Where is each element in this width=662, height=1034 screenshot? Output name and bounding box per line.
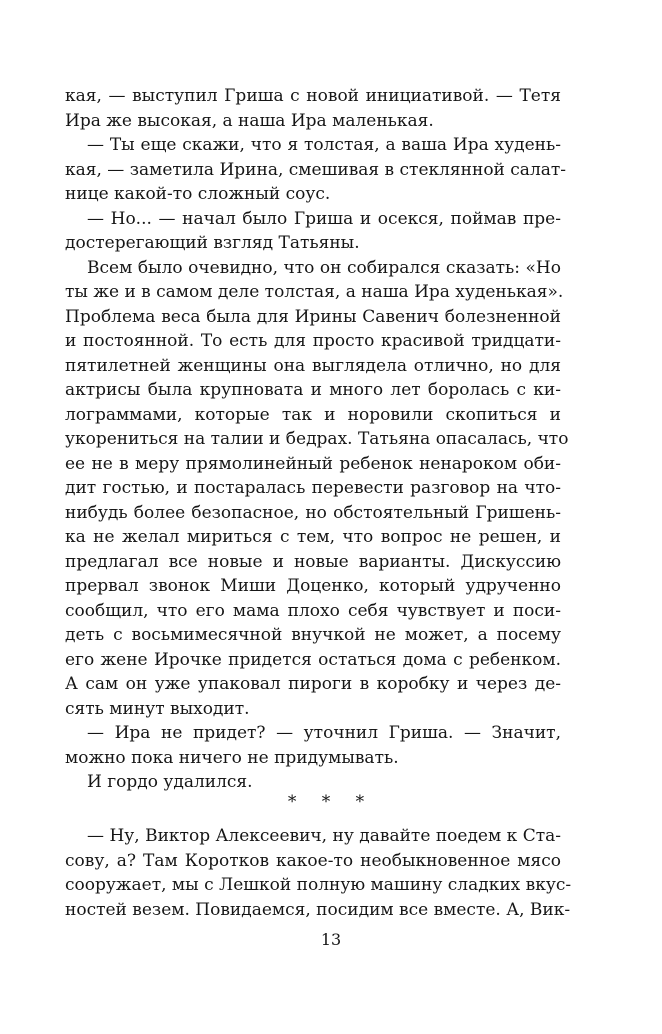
text-line: сооружает, мы с Лешкой полную машину сладких вкус- <box>65 875 572 895</box>
text-line: ее не в меру прямолинейный ребенок ненароком оби- <box>65 453 561 474</box>
text-line: предлагал все новые и новые варианты. Дискуссию <box>65 551 561 572</box>
text-line: — Но... — начал было Гриша и осекся, поймав пре- <box>87 208 561 229</box>
text-line: дит гостью, и постаралась перевести разговор на что- <box>65 478 561 498</box>
text-line: Проблема веса была для Ирины Савенич болезненной <box>65 306 561 327</box>
text-line: — Ира не придет? — уточнил Гриша. — Значит, <box>87 723 561 743</box>
text-line: актрисы была крупновата и много лет боролась с ки- <box>65 380 561 400</box>
body-text-continued <box>65 824 572 922</box>
text-line: достерегающий взгляд Татьяны. <box>65 233 360 253</box>
page-number: 13 <box>320 930 342 949</box>
text-line: нице какой-то сложный соус. <box>65 184 331 204</box>
text-line: деть с восьмимесячной внучкой не может, а посему <box>65 625 561 645</box>
text-line: ностей везем. Повидаемся, посидим все вместе. А, Вик- <box>65 899 571 920</box>
text-line: сову, а? Там Коротков какое-то необыкновенное мясо <box>65 850 561 871</box>
text-line: можно пока ничего не придумывать. <box>65 747 399 768</box>
text-line: Ира же высокая, а наша Ира маленькая. <box>65 110 434 131</box>
text-line: А сам он уже упаковал пироги в коробку и через де- <box>65 674 561 694</box>
text-line: пятилетней женщины она выглядела отлично, но для <box>65 355 561 376</box>
text-line: укорениться на талии и бедрах. Татьяна опасалась, что <box>65 429 569 449</box>
text-line: его жене Ирочке придется остаться дома с ребенком. <box>65 649 561 670</box>
text-line: кая, — заметила Ирина, смешивая в стеклянной салат- <box>65 159 567 180</box>
text-line: лограммами, которые так и норовили скопиться и <box>65 404 561 425</box>
body-text <box>65 84 569 795</box>
text-line: Всем было очевидно, что он собирался сказать: «Но <box>87 257 561 278</box>
text-line: и постоянной. То есть для просто красивой тридцати- <box>65 331 561 351</box>
text-line: прервал звонок Миши Доценко, который удрученно <box>65 576 561 596</box>
text-line: — Ты еще скажи, что я толстая, а ваша Ира худень- <box>87 135 561 155</box>
text-line: сять минут выходит. <box>65 698 250 719</box>
text-line: сообщил, что его мама плохо себя чувствует и поси- <box>65 600 561 621</box>
section-separator: * * * <box>287 792 375 812</box>
text-line: кая, — выступил Гриша с новой инициативой. — Тетя <box>65 86 561 106</box>
text-line: нибудь более безопасное, но обстоятельный Гришень- <box>65 502 561 523</box>
text-line: ты же и в самом деле толстая, а наша Ира худенькая». <box>65 282 564 302</box>
text-line: И гордо удалился. <box>87 772 253 792</box>
text-line: — Ну, Виктор Алексеевич, ну давайте поедем к Ста- <box>87 826 561 846</box>
text-line: ка не желал мириться с тем, что вопрос не решен, и <box>65 527 561 547</box>
